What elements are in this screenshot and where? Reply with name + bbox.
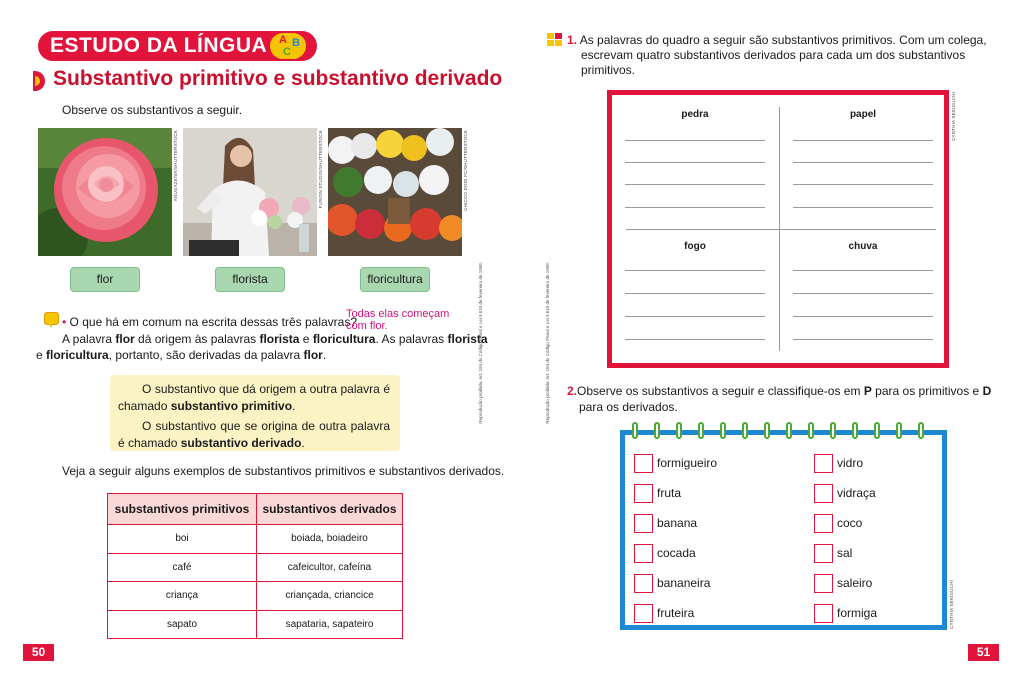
- answer-line-2: com flor.: [346, 320, 388, 332]
- question-text: As palavras do quadro a seguir são substantivos primitivos. Com um colega,: [579, 33, 987, 47]
- badge-letter-b: B: [292, 37, 300, 49]
- spiral-ring: [874, 422, 880, 439]
- paragraph-bold: floricultura: [312, 332, 376, 346]
- answer-line[interactable]: [625, 316, 765, 317]
- checklist-left: [634, 452, 804, 624]
- legal-notice: Reprodução proibida. Art. 184 do Código Penal e Lei 9.610 de fevereiro de 1998.: [545, 262, 550, 424]
- pair-activity-icon: [547, 33, 562, 46]
- list-item-label: fruteira: [657, 606, 695, 620]
- paragraph-text: , portanto, são derivadas da palavra: [108, 348, 304, 362]
- paragraph-text: . As palavras: [375, 332, 448, 346]
- legal-notice: Reprodução proibida. Art. 184 do Código Penal e Lei 9.610 de fevereiro de 1998.: [478, 262, 483, 424]
- classification-box[interactable]: [634, 454, 653, 473]
- table-cell: café: [108, 553, 257, 582]
- page-title: Substantivo primitivo e substantivo derivado: [53, 67, 503, 90]
- classification-box[interactable]: [634, 574, 653, 593]
- photo-credit: ANUGAZE/VA/SHUTTERSTOCK: [173, 130, 178, 202]
- answer-line[interactable]: [793, 207, 933, 208]
- answer-line[interactable]: [625, 207, 765, 208]
- list-item-label: vidraça: [837, 486, 876, 500]
- substantives-table: [107, 493, 403, 639]
- paragraph-text: dá origem às palavras: [134, 332, 260, 346]
- answer-line[interactable]: [793, 162, 933, 163]
- answer-line[interactable]: [793, 184, 933, 185]
- concept-text: .: [292, 399, 296, 413]
- heading-marker-icon: [33, 71, 45, 91]
- list-item: [814, 452, 934, 474]
- list-item: [634, 572, 804, 594]
- table-cell: sapataria, sapateiro: [257, 610, 403, 639]
- grid-word-pedra: pedra: [681, 109, 709, 120]
- list-item: [814, 602, 934, 624]
- list-item: [814, 482, 934, 504]
- paragraph-line-2: [36, 346, 326, 364]
- spiral-ring: [720, 422, 726, 439]
- spiral-ring: [786, 422, 792, 439]
- classification-box[interactable]: [634, 484, 653, 503]
- badge-letter-a: A: [279, 34, 287, 46]
- paragraph-bold: florista: [447, 332, 488, 346]
- section-banner: ESTUDO DA LÍNGUA: [38, 31, 317, 61]
- answer-line[interactable]: [625, 270, 765, 271]
- spiral-ring: [764, 422, 770, 439]
- question-1-line-2: escrevam quatro substantivos derivados para cada um dos substantivos: [581, 48, 966, 62]
- concept-derived: [118, 418, 390, 452]
- classification-box[interactable]: [814, 544, 833, 563]
- classification-box[interactable]: [634, 544, 653, 563]
- spiral-ring: [918, 422, 924, 439]
- list-item-label: sal: [837, 546, 853, 560]
- list-item: [634, 542, 804, 564]
- table-cell: criança: [108, 582, 257, 611]
- table-cell: boiada, boiadeiro: [257, 525, 403, 554]
- concept-term: substantivo derivado: [180, 436, 302, 450]
- question-number: 1.: [567, 33, 578, 47]
- illustration-credit: CYNTHIA SEKIGUCHI: [951, 92, 956, 141]
- classification-box[interactable]: [814, 454, 833, 473]
- word-tag-flor: flor: [70, 267, 140, 292]
- question-text: O que há em comum na escrita dessas três palavras?: [69, 315, 358, 329]
- spiral-ring: [676, 422, 682, 439]
- list-item-label: vidro: [837, 456, 864, 470]
- list-item: [634, 482, 804, 504]
- question-2-line-2: para os derivados.: [579, 400, 678, 414]
- spiral-ring: [742, 422, 748, 439]
- paragraph-bold: florista: [259, 332, 300, 346]
- classification-box[interactable]: [814, 604, 833, 623]
- answer-line[interactable]: [625, 339, 765, 340]
- list-item: [634, 452, 804, 474]
- grid-word-fogo: fogo: [684, 241, 706, 252]
- question-key: P: [863, 384, 872, 398]
- list-item-label: coco: [837, 516, 863, 530]
- table-row: [108, 610, 403, 639]
- list-item-label: fruta: [657, 486, 682, 500]
- classification-box[interactable]: [814, 574, 833, 593]
- paragraph-text: A palavra: [62, 332, 116, 346]
- photo-credit: CHICCO DODI FC/SHUTTERSTOCK: [463, 130, 468, 211]
- list-item-label: saleiro: [837, 576, 873, 590]
- concept-text: O substantivo que se origina de outra palavra é chamado: [118, 419, 390, 450]
- table-cell: criançada, criancice: [257, 582, 403, 611]
- classification-box[interactable]: [634, 514, 653, 533]
- list-item: [814, 542, 934, 564]
- spiral-ring: [632, 422, 638, 439]
- question-text: Observe os substantivos a seguir e classifique-os em: [577, 384, 864, 398]
- abc-badge-icon: [268, 31, 308, 61]
- answer-line[interactable]: [793, 140, 933, 141]
- examples-intro: Veja a seguir alguns exemplos de substantivos primitivos e substantivos derivados.: [62, 464, 505, 478]
- list-item-label: formigueiro: [657, 456, 718, 470]
- question-bullet: •: [62, 315, 67, 329]
- concept-text: O substantivo que dá origem a outra palavra é chamado: [118, 382, 390, 413]
- list-item: [634, 602, 804, 624]
- page-number: 51: [968, 644, 999, 661]
- list-item-label: formiga: [837, 606, 878, 620]
- florist-image: [183, 128, 317, 256]
- table-row: [108, 525, 403, 554]
- table-header-row: [108, 494, 403, 525]
- concept-text: .: [301, 436, 305, 450]
- answer-line[interactable]: [625, 184, 765, 185]
- answer-line[interactable]: [793, 270, 933, 271]
- flower-shop-image: [328, 128, 462, 256]
- question-key: D: [982, 384, 992, 398]
- paragraph-bold: flor: [115, 332, 135, 346]
- classification-box[interactable]: [814, 514, 833, 533]
- photo-rose: [38, 128, 172, 256]
- rose-image: [38, 128, 172, 256]
- table-row: [108, 553, 403, 582]
- answer-line[interactable]: [625, 140, 765, 141]
- question-text: para os primitivos e: [871, 384, 983, 398]
- badge-letter-c: C: [283, 46, 291, 58]
- paragraph-text: .: [322, 348, 327, 362]
- paragraph-bold: flor: [303, 348, 323, 362]
- checklist-right: [814, 452, 934, 624]
- spiral-ring: [852, 422, 858, 439]
- question-number: 2.: [567, 384, 578, 398]
- answer-line[interactable]: [625, 162, 765, 163]
- table-cell: boi: [108, 525, 257, 554]
- illustration-credit: CYNTHIA SEKIGUCHI: [949, 580, 954, 629]
- list-item-label: banana: [657, 516, 698, 530]
- answer-line[interactable]: [793, 293, 933, 294]
- answer-line[interactable]: [793, 339, 933, 340]
- spiral-ring: [896, 422, 902, 439]
- list-item: [634, 512, 804, 534]
- page-number: 50: [23, 644, 54, 661]
- list-item-label: cocada: [657, 546, 696, 560]
- grid-divider: [626, 229, 936, 230]
- concept-term: substantivo primitivo: [170, 399, 293, 413]
- oral-activity-icon: [44, 312, 59, 325]
- photo-florist: [183, 128, 317, 256]
- paragraph-text: e: [299, 332, 313, 346]
- paragraph-text: e: [36, 348, 47, 362]
- answer-line-1: Todas elas começam: [346, 308, 450, 320]
- intro-text: Observe os substantivos a seguir.: [62, 103, 243, 117]
- classification-box[interactable]: [814, 484, 833, 503]
- table-cell: sapato: [108, 610, 257, 639]
- word-tag-florista: florista: [215, 267, 285, 292]
- spiral-ring: [830, 422, 836, 439]
- spiral-ring: [808, 422, 814, 439]
- pair-activity-glyph: [547, 33, 562, 46]
- list-item: [814, 512, 934, 534]
- table-row: [108, 582, 403, 611]
- word-tag-floricultura: floricultura: [360, 267, 430, 292]
- list-item-label: bananeira: [657, 576, 711, 590]
- classification-box[interactable]: [634, 604, 653, 623]
- table-cell: cafeicultor, cafeína: [257, 553, 403, 582]
- question-line: [62, 313, 357, 331]
- answer-line[interactable]: [625, 293, 765, 294]
- paragraph-bold: floricultura: [46, 348, 109, 362]
- spiral-ring: [654, 422, 660, 439]
- photo-flower-shop: [328, 128, 462, 256]
- concept-box: [110, 375, 400, 451]
- grid-word-papel: papel: [849, 109, 877, 120]
- list-item: [814, 572, 934, 594]
- table-header: substantivos derivados: [257, 494, 403, 525]
- spiral-ring: [698, 422, 704, 439]
- table-header: substantivos primitivos: [108, 494, 257, 525]
- concept-primitive: [118, 381, 390, 415]
- question-1-line-3: primitivos.: [581, 63, 636, 77]
- photo-credit: FUSION STUDIO/SHUTTERSTOCK: [318, 130, 323, 209]
- answer-line[interactable]: [793, 316, 933, 317]
- grid-word-chuva: chuva: [848, 241, 878, 252]
